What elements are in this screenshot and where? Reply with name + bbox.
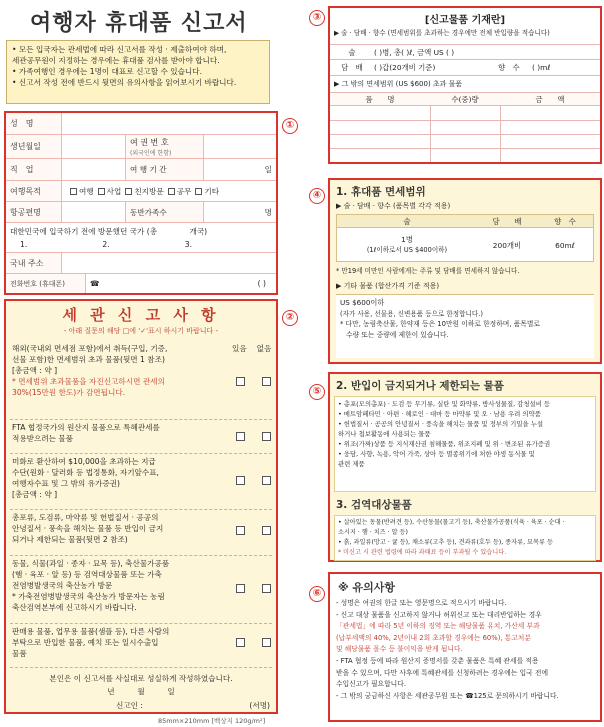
phone-field[interactable]: [86, 274, 276, 293]
signer-label: 신고인 :: [116, 701, 143, 710]
purpose-label: 여행목적: [6, 181, 62, 201]
entry-line-2: ▶ 그 밖의 면세범위 (US $600) 초과 물품: [334, 80, 463, 88]
phone-paren: ( ): [257, 279, 266, 288]
companions-label: 동반가족수: [126, 202, 204, 222]
affirmation: 본인은 이 신고서를 사실대로 성실하게 작성하였습니다.: [49, 674, 233, 683]
flight-row: [6, 202, 276, 223]
caution-item: - FTA 협정 등에 따라 원산지 증명서를 갖춘 물품은 특혜 관세를 적용: [336, 656, 539, 665]
purpose-visit-label: 친지방문: [134, 186, 164, 196]
item-1-no-checkbox[interactable]: [262, 377, 271, 386]
item-2-no-checkbox[interactable]: [262, 432, 271, 441]
purpose-checkbox-other[interactable]: [195, 188, 202, 195]
signature-field[interactable]: (서명): [249, 701, 270, 710]
customs-section: [4, 299, 278, 714]
declaration-item-4: [10, 510, 272, 556]
exempt-value: 200개비: [492, 240, 522, 250]
exempt-header: 술: [403, 216, 411, 226]
exempt-line-2: ▶ 기타 물품 (합산가격 기준 적용): [336, 282, 440, 290]
notice-line: • 신고서 작성 전에 반드시 뒷면의 유의사항을 읽어보시기 바랍니다.: [12, 78, 237, 87]
banned-title: 2. 반입이 금지되거나 제한되는 물품: [336, 380, 504, 392]
exempt-note-1: * 만19세 미만인 사람에게는 주류 및 담배를 면세하지 않습니다.: [336, 267, 520, 275]
personal-info-section: [4, 111, 278, 295]
purpose-checkbox-business[interactable]: [98, 188, 105, 195]
banned-section: [328, 372, 602, 562]
address-field[interactable]: [62, 253, 66, 273]
item-line: 안녕질서 · 풍속을 해치는 물품 등 반입이 금지: [12, 524, 164, 533]
cautions-title: ※ 유의사항: [338, 581, 396, 594]
purpose-row: [6, 181, 276, 202]
declaration-item-2: [10, 420, 272, 454]
flight-label: 항공편명: [6, 202, 62, 222]
tobacco-fill: ( )갑(20개비 기준): [374, 63, 436, 72]
purpose-options: [62, 181, 219, 201]
phone-icon: ☎: [90, 279, 100, 288]
customs-title: 세 관 신 고 사 항: [62, 306, 220, 324]
entry-header-item: 품 명: [365, 94, 395, 104]
item-line: 수단(원화 · 달러화 등 법정통화, 자기앞수표,: [12, 468, 159, 477]
visited-label: [6, 223, 276, 240]
quarantine-list: [334, 515, 596, 561]
usd-note: (자가 사용, 선물용, 신변용품 등으로 한정합니다.): [340, 309, 483, 318]
item-line: 물품: [12, 649, 27, 658]
caution-item: - 신고 대상 물품을 신고하지 않거나 허위신고 또는 대리반입하는 경우: [336, 610, 542, 619]
item-3-yes-checkbox[interactable]: [236, 476, 245, 485]
caution-item: 받을 수 있으며, 다만 사후에 특혜관세를 신청하려는 경우에는 입국 전에: [336, 668, 549, 677]
item-line: 부탁으로 반입한 물품, 예치 또는 일시수출입: [12, 638, 159, 647]
cautions-section: [328, 572, 602, 722]
day-unit: 일: [264, 165, 272, 174]
purpose-checkbox-visit[interactable]: [125, 188, 132, 195]
period-label: 여 행 기 간: [126, 159, 204, 180]
entry-title: [신고물품 기재란]: [424, 15, 506, 26]
exempt-table: [336, 214, 594, 262]
birth-row: [6, 135, 276, 159]
banned-list: [334, 396, 596, 492]
item-4-yes-checkbox[interactable]: [236, 526, 245, 535]
item-6-yes-checkbox[interactable]: [236, 638, 245, 647]
item-red-line: 30%(15만원 한도)가 감면됩니다.: [12, 388, 126, 397]
caution-item: - 그 밖의 궁금하신 사항은 세관공무원 또는 ☎125로 문의하시기 바랍니다.: [336, 691, 559, 700]
badge-2: ②: [282, 310, 298, 326]
customs-subtitle: - 아래 질문의 해당 □에 '✓'표시 하시기 바랍니다 -: [63, 327, 219, 335]
banned-item: • 웅담, 사향, 녹용, 악어 가죽, 상아 등 멸종위기에 처한 야생 동식물 및: [338, 450, 535, 458]
exempt-note-2: * 다만, 농림축산물, 한약재 등은 10만원 이하로 한정하며, 품목별로: [340, 320, 540, 328]
item-red-line: * 면세범위 초과물품을 자진신고하시면 관세의: [12, 377, 165, 386]
notice-box: [6, 40, 270, 104]
item-5-yes-checkbox[interactable]: [236, 584, 245, 593]
badge-3: ③: [309, 10, 325, 26]
address-row: [6, 253, 276, 274]
perfume-label: 향 수: [498, 63, 520, 72]
item-line: 미화로 환산하여 $10,000을 초과하는 지급: [12, 457, 156, 466]
item-4-no-checkbox[interactable]: [262, 526, 271, 535]
visited-num: 3.: [184, 240, 192, 249]
no-header: 없음: [256, 344, 272, 353]
notice-line: 세관공무원이 지정하는 경우에는 휴대품 검사를 받아야 합니다.: [12, 56, 220, 65]
item-line: 동물, 식물(과일 · 종자 · 묘목 등), 축산물가공품: [12, 559, 170, 568]
banned-item: • 총포(모의총포) · 도검 등 무기류, 실탄 및 화약류, 방사성물질, 감청설비 등: [338, 400, 551, 408]
item-2-yes-checkbox[interactable]: [236, 432, 245, 441]
alcohol-fill: ( )병, 총( )ℓ, 금액 US ( ): [374, 47, 455, 57]
entry-line-1: ▶ 술 · 담배 · 향수 (면세범위를 초과하는 경우에만 전체 반입량을 적습니다): [334, 29, 550, 37]
exempt-header: 담 배: [492, 216, 522, 226]
purpose-checkbox-official[interactable]: [168, 188, 175, 195]
notice-line: • 가족여행인 경우에는 1명이 대표로 신고할 수 있습니다.: [12, 67, 203, 76]
tobacco-row[interactable]: [330, 60, 600, 76]
exempt-value-note: (1ℓ이하로서 US $400이하): [366, 246, 448, 254]
tobacco-label: 담 배: [341, 63, 363, 72]
purpose-business-label: 사업: [106, 186, 122, 196]
job-field[interactable]: [62, 159, 126, 180]
item-line: 축산검역본부에 신고하시기 바랍니다.: [12, 603, 137, 612]
quarantine-item: • 흙, 과일류(망고 · 귤 등), 채소류(고추 등), 견과류(호두 등), 종자류, 묘목류 등: [338, 539, 553, 546]
purpose-travel-label: 여행: [79, 186, 94, 196]
item-line: * 가축전염병발생국의 축산농가 방문자는 농림: [12, 592, 165, 601]
badge-6: ⑥: [309, 586, 325, 602]
visited-num: 2.: [102, 240, 110, 249]
caution-item: 및 해당물품 몰수 등 불이익을 받게 됩니다.: [336, 645, 463, 654]
name-label: 성 명: [6, 113, 62, 134]
phone-label: 전화번호 (휴대폰): [6, 274, 86, 293]
badge-4: ④: [309, 188, 325, 204]
flight-field[interactable]: [62, 202, 126, 222]
notice-line: • 모든 입국자는 관세법에 따라 신고서를 작성 · 제출하여야 하며,: [12, 45, 227, 54]
caution-item: 수입신고가 필요합니다.: [336, 680, 406, 689]
exempt-value: 60mℓ: [555, 240, 575, 250]
visited-num: 1.: [20, 240, 28, 249]
declaration-item-3: [10, 454, 272, 510]
quarantine-title: 3. 검역대상물품: [336, 499, 412, 511]
visited-unit: 개국): [189, 227, 208, 236]
companions-field[interactable]: [204, 202, 276, 222]
quarantine-item: 소시지 · 햄 · 치즈 · 알 등): [338, 529, 408, 536]
banned-item: 관련 제품: [338, 460, 365, 468]
item-line: [총금액 : 약 ]: [12, 490, 58, 499]
item-line: 선물 포함)한 면세범위 초과 물품(뒷면 1 참조): [12, 355, 165, 364]
job-label: 직 업: [6, 159, 62, 180]
declaration-item-6: [10, 624, 272, 668]
exempt-value: 1병: [401, 235, 413, 244]
address-label: 국내 주소: [6, 253, 62, 273]
quarantine-item: * 미신고 시 관련 법령에 따라 과태료 등이 부과될 수 있습니다.: [338, 549, 507, 556]
passport-label-cell: [126, 135, 204, 158]
item-line: 해외(국내외 면세점 포함)에서 취득(구입, 기증,: [12, 344, 168, 353]
entry-header-amount: 금 액: [535, 94, 565, 104]
quarantine-item: • 살아있는 동물(반려견 등), 수산동물(물고기 등), 축산물가공품(식육 · 육포 · 순대 ·: [338, 519, 565, 526]
alcohol-label: 술: [348, 47, 356, 57]
passport-label: 여 권 번 호: [130, 137, 169, 147]
item-5-no-checkbox[interactable]: [262, 584, 271, 593]
exempt-note-2: 수량 또는 중량에 제한이 있습니다.: [346, 330, 449, 339]
item-line: 전염병발생국의 축산농가 방문: [12, 581, 113, 590]
item-line: 여행자수표 및 그 밖의 유가증권): [12, 479, 120, 488]
entry-table-header: [330, 92, 600, 106]
visited-text: 대한민국에 입국하기 전에 방문했던 국가 (총: [10, 227, 158, 236]
alcohol-row[interactable]: [330, 44, 600, 60]
birth-field[interactable]: [62, 135, 126, 158]
purpose-other-label: 기타: [204, 186, 220, 196]
item-line: 되거나 제한되는 물품(뒷면 2 참조): [12, 535, 128, 544]
caution-item: - 성명은 여권의 한글 또는 영문명으로 적으시기 바랍니다.: [336, 599, 507, 607]
exempt-header: 향 수: [554, 216, 576, 226]
job-row: [6, 159, 276, 181]
name-row[interactable]: [6, 113, 276, 135]
entry-section: [328, 6, 602, 164]
declaration-item-5: [10, 556, 272, 624]
passport-note: (외국인에 한함): [130, 149, 172, 157]
item-6-no-checkbox[interactable]: [262, 638, 271, 647]
badge-5: ⑤: [309, 384, 325, 400]
purpose-official-label: 공무: [176, 186, 192, 196]
item-3-no-checkbox[interactable]: [262, 476, 271, 485]
banned-item: • 메트암페타민 · 아편 · 헤로인 · 대마 등 마약류 및 오 · 남용 우려 의약품: [338, 410, 541, 418]
exempt-line-1: ▶ 술 · 담배 · 향수 (품목별 각각 적용): [336, 202, 451, 210]
banned-item: • 위조(가짜)상품 등 지식재산권 침해물품, 위조지폐 및 위 · 변조된 유가증권: [338, 440, 551, 448]
exempt-other-box: [336, 294, 594, 358]
item-line: FTA 협정국가의 원산지 물품으로 특혜관세를: [12, 423, 160, 432]
exempt-section: [328, 178, 602, 364]
entry-header-qty: 수(중)량: [451, 94, 479, 104]
item-1-yes-checkbox[interactable]: [236, 377, 245, 386]
sign-date[interactable]: 년 월 일: [107, 687, 175, 696]
phone-row: [6, 274, 276, 293]
exempt-title: 1. 휴대품 면세범위: [336, 186, 426, 198]
purpose-checkbox-travel[interactable]: [70, 188, 77, 195]
caution-item: 「관세법」에 따라 5년 이하의 징역 또는 해당물품 유치, 가산세 부과: [336, 622, 540, 631]
caution-item: (납부세액의 40%, 2년이내 2회 초과할 경우에는 60%), 통고처분: [336, 633, 531, 642]
item-line: 판매용 물품, 업무용 물품(샘플 등), 다른 사람의: [12, 627, 170, 636]
visited-numbers: [6, 240, 206, 249]
period-field[interactable]: [204, 159, 276, 180]
passport-field[interactable]: [204, 135, 208, 158]
perfume-fill: ( )mℓ: [532, 63, 551, 72]
entry-table-rows[interactable]: [330, 106, 600, 162]
usd-limit: US $600이하: [340, 298, 385, 307]
name-field[interactable]: [62, 113, 66, 134]
person-unit: 명: [264, 207, 272, 217]
banned-item: • 헌법질서 · 공공의 안녕질서 · 풍속을 해치는 물품 및 정부의 기밀을 누설: [338, 420, 544, 428]
declaration-item-1: [10, 341, 272, 420]
visited-row[interactable]: [6, 223, 276, 253]
badge-1: ①: [282, 118, 298, 134]
item-line: 적용받으려는 물품: [12, 434, 74, 443]
birth-label: 생년월일: [6, 135, 62, 158]
item-line: (햄 · 육포 · 알 등) 등 검역대상물품 또는 가축: [12, 570, 162, 579]
paper-size-footnote: 85mm×210mm [백상지 120g/m²]: [158, 717, 266, 725]
cautions-list: [330, 598, 600, 702]
form-title: 여행자 휴대품 신고서: [30, 11, 248, 36]
yes-header: 있음: [232, 344, 247, 353]
item-line: 총포류, 도검류, 마약류 및 헌법질서 · 공공의: [12, 513, 159, 522]
item-line: [총금액 : 약 ]: [12, 366, 58, 375]
banned-item: 하거나 첩보활동에 사용되는 물품: [338, 430, 431, 438]
